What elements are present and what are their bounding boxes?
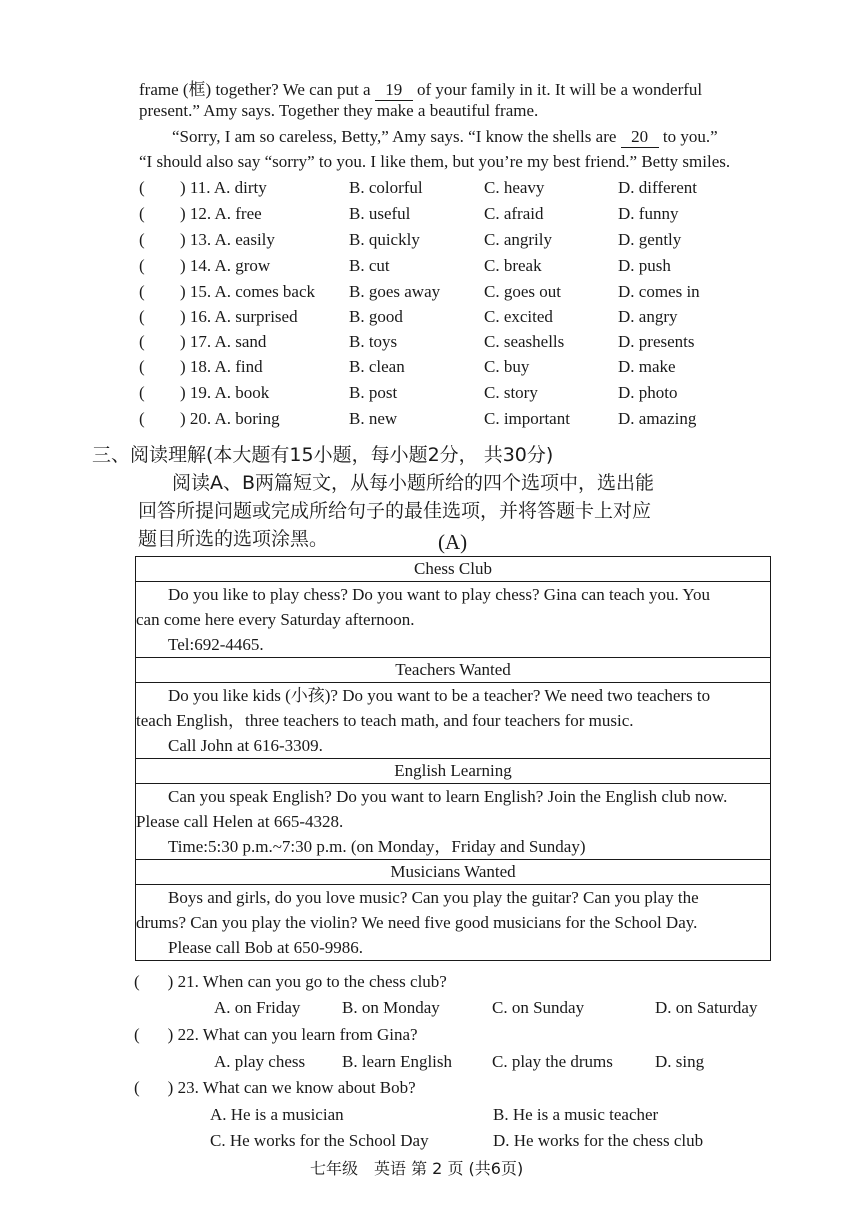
ad-line: Please call Helen at 665-4328. bbox=[136, 812, 344, 831]
answers-21 bbox=[214, 998, 814, 1022]
option-c: C. heavy bbox=[484, 178, 545, 197]
option-b: B. learn English bbox=[342, 1052, 453, 1071]
option-c: C. buy bbox=[484, 357, 530, 376]
answer-paren[interactable]: ( bbox=[139, 282, 145, 301]
passage-line-3 bbox=[172, 127, 718, 148]
ad-line: Can you speak English? Do you want to learn English? Join the English club now. bbox=[168, 787, 728, 806]
answer-paren[interactable]: ( bbox=[139, 409, 145, 428]
ad-line: can come here every Saturday afternoon. bbox=[136, 610, 415, 629]
option-d: D. push bbox=[618, 256, 671, 275]
cloze-row-18 bbox=[139, 357, 779, 381]
cloze-row-15 bbox=[139, 282, 779, 306]
ad-title: English Learning bbox=[136, 759, 771, 784]
passage-line-1 bbox=[139, 75, 702, 101]
option-b: B. good bbox=[349, 307, 403, 326]
option-b: B. useful bbox=[349, 204, 411, 223]
option-c: C. play the drums bbox=[492, 1052, 613, 1071]
option-b: B. quickly bbox=[349, 230, 420, 249]
question-text: ) 23. What can we know about Bob? bbox=[167, 1078, 416, 1097]
option-b: B. new bbox=[349, 409, 398, 428]
option-b: B. cut bbox=[349, 256, 390, 275]
blank-20: 20 bbox=[621, 127, 659, 148]
ad-line: Call John at 616-3309. bbox=[168, 736, 323, 755]
blank-19: 19 bbox=[375, 80, 413, 101]
answer-paren[interactable]: ( bbox=[139, 307, 145, 326]
ad-line: Time:5:30 p.m.~7:30 p.m. (on Monday，Friday and Sunday) bbox=[168, 837, 586, 856]
question-text: ) 22. What can you learn from Gina? bbox=[167, 1025, 418, 1044]
ad-line: Do you like to play chess? Do you want to play chess? Gina can teach you. You bbox=[168, 585, 710, 604]
ad-body bbox=[136, 582, 771, 658]
option-d: D. gently bbox=[618, 230, 682, 249]
answer-paren[interactable]: ( bbox=[139, 230, 145, 249]
cloze-row-12 bbox=[139, 204, 779, 228]
ads-table bbox=[135, 556, 771, 961]
answer-paren[interactable]: ( bbox=[139, 204, 145, 223]
instruction-line-2: 回答所提问题或完成所给句子的最佳选项，并将答题卡上对应 bbox=[138, 500, 652, 522]
option-d: D. comes in bbox=[618, 282, 700, 301]
ad-body bbox=[136, 784, 771, 860]
answers-23-ab bbox=[210, 1105, 810, 1129]
option-d: D. different bbox=[618, 178, 697, 197]
option-a: ) 14. A. grow bbox=[180, 256, 271, 275]
option-c: C. on Sunday bbox=[492, 998, 585, 1017]
option-a: ) 19. A. book bbox=[180, 383, 270, 402]
option-d: D. amazing bbox=[618, 409, 697, 428]
answer-paren[interactable]: ( bbox=[134, 972, 140, 991]
option-d: D. make bbox=[618, 357, 676, 376]
ad-line: Tel:692-4465. bbox=[168, 635, 264, 654]
option-d: D. angry bbox=[618, 307, 678, 326]
cloze-row-17 bbox=[139, 332, 779, 356]
option-b: B. He is a music teacher bbox=[493, 1105, 659, 1124]
option-a: ) 16. A. surprised bbox=[180, 307, 298, 326]
option-b: B. colorful bbox=[349, 178, 423, 197]
ad-line: Boys and girls, do you love music? Can you play the guitar? Can you play the bbox=[168, 888, 699, 907]
passage-line-2: present.” Amy says. Together they make a beautiful frame. bbox=[139, 101, 539, 120]
option-d: D. on Saturday bbox=[655, 998, 758, 1017]
answer-paren[interactable]: ( bbox=[139, 178, 145, 197]
answer-paren[interactable]: ( bbox=[134, 1078, 140, 1097]
option-c: C. excited bbox=[484, 307, 553, 326]
question-text: ) 21. When can you go to the chess club? bbox=[167, 972, 447, 991]
ad-title: Chess Club bbox=[136, 557, 771, 582]
option-b: B. post bbox=[349, 383, 398, 402]
option-c: C. He works for the School Day bbox=[210, 1131, 429, 1150]
passage-text: of your family in it. It will be a wonderful bbox=[412, 80, 703, 99]
option-a: ) 18. A. find bbox=[180, 357, 263, 376]
section-heading: 三、阅读理解(本大题有15小题，每小题2分， 共30分) bbox=[92, 444, 554, 466]
answer-paren[interactable]: ( bbox=[139, 256, 145, 275]
option-d: D. presents bbox=[618, 332, 695, 351]
answer-paren[interactable]: ( bbox=[139, 332, 145, 351]
question-21 bbox=[134, 972, 447, 992]
question-23 bbox=[134, 1078, 416, 1098]
answer-paren[interactable]: ( bbox=[139, 357, 145, 376]
passage-text: frame (框) together? We can put a bbox=[139, 80, 375, 99]
option-a: ) 15. A. comes back bbox=[180, 282, 316, 301]
option-a: A. play chess bbox=[214, 1052, 306, 1071]
option-a: ) 12. A. free bbox=[180, 204, 262, 223]
passage-tag: (A) bbox=[438, 530, 468, 554]
answer-paren[interactable]: ( bbox=[139, 383, 145, 402]
option-b: B. on Monday bbox=[342, 998, 440, 1017]
answer-paren[interactable]: ( bbox=[134, 1025, 140, 1044]
option-a: A. on Friday bbox=[214, 998, 301, 1017]
answers-23-cd bbox=[210, 1131, 810, 1155]
option-d: D. sing bbox=[655, 1052, 705, 1071]
option-a: ) 17. A. sand bbox=[180, 332, 267, 351]
option-a: A. He is a musician bbox=[210, 1105, 344, 1124]
ad-title: Teachers Wanted bbox=[136, 658, 771, 683]
ad-body bbox=[136, 683, 771, 759]
ad-line: Do you like kids (小孩)? Do you want to be a teacher? We need two teachers to bbox=[168, 686, 711, 705]
instruction-line-1: 阅读A、B两篇短文，从每小题所给的四个选项中，选出能 bbox=[172, 472, 655, 494]
option-c: C. important bbox=[484, 409, 570, 428]
ad-line: drums? Can you play the violin? We need five good musicians for the School Day. bbox=[136, 913, 698, 932]
ad-line: teach English，three teachers to teach math, and four teachers for music. bbox=[136, 711, 634, 730]
ad-line: Please call Bob at 650-9986. bbox=[168, 938, 363, 957]
question-22 bbox=[134, 1025, 418, 1045]
cloze-row-14 bbox=[139, 256, 779, 280]
passage-text: to you.” bbox=[658, 127, 718, 146]
instruction-line-3: 题目所选的选项涂黑。 bbox=[138, 528, 329, 550]
option-c: C. seashells bbox=[484, 332, 565, 351]
option-c: C. angrily bbox=[484, 230, 552, 249]
cloze-row-16 bbox=[139, 307, 779, 331]
cloze-row-19 bbox=[139, 383, 779, 407]
passage-text: “Sorry, I am so careless, Betty,” Amy says. “I know the shells are bbox=[172, 127, 621, 146]
option-c: C. goes out bbox=[484, 282, 561, 301]
option-b: B. toys bbox=[349, 332, 398, 351]
option-c: C. story bbox=[484, 383, 538, 402]
option-d: D. funny bbox=[618, 204, 679, 223]
option-b: B. goes away bbox=[349, 282, 441, 301]
ad-title: Musicians Wanted bbox=[136, 860, 771, 885]
option-c: C. afraid bbox=[484, 204, 544, 223]
cloze-row-20 bbox=[139, 409, 779, 433]
page-footer: 七年级 英语 第 2 页 (共6页) bbox=[310, 1159, 524, 1178]
cloze-row-13 bbox=[139, 230, 779, 254]
cloze-row-11 bbox=[139, 178, 779, 202]
option-a: ) 13. A. easily bbox=[180, 230, 275, 249]
option-b: B. clean bbox=[349, 357, 405, 376]
option-d: D. He works for the chess club bbox=[493, 1131, 704, 1150]
option-d: D. photo bbox=[618, 383, 678, 402]
option-a: ) 11. A. dirty bbox=[180, 178, 267, 197]
option-a: ) 20. A. boring bbox=[180, 409, 280, 428]
option-c: C. break bbox=[484, 256, 542, 275]
answers-22 bbox=[214, 1052, 814, 1076]
ad-body bbox=[136, 885, 771, 961]
passage-line-4: “I should also say “sorry” to you. I like them, but you’re my best friend.” Betty smiles. bbox=[139, 152, 731, 171]
